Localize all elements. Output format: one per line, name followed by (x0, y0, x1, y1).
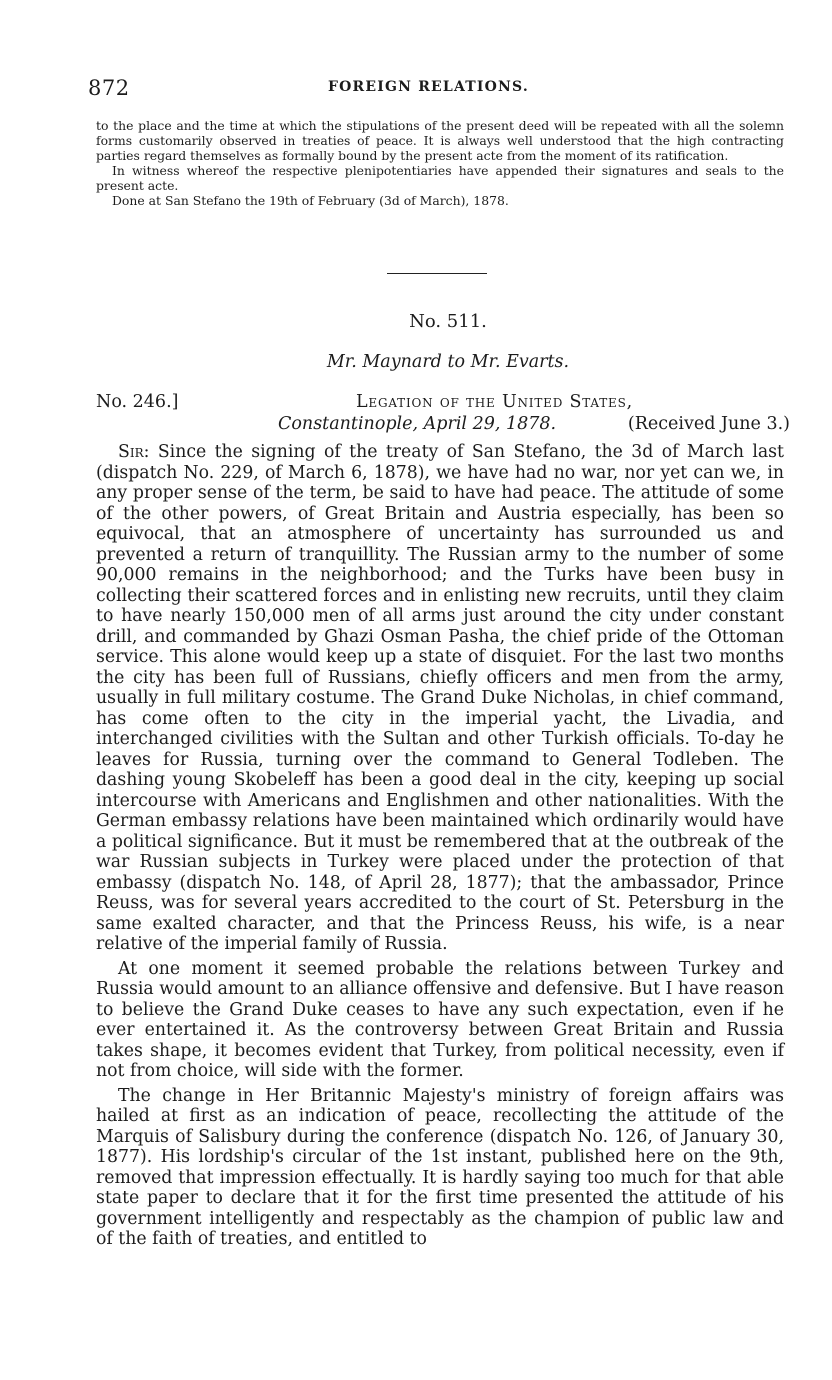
running-head (88, 76, 788, 102)
letter-body (96, 442, 784, 1254)
place-date: Constantinople, April 29, 1878. (278, 414, 557, 434)
body-paragraph-1 (96, 442, 784, 955)
running-title: FOREIGN RELATIONS. (328, 79, 529, 95)
document-heading (0, 352, 832, 372)
legation-line: Legation of the United States, (356, 392, 633, 412)
document-heading-text: Mr. Maynard to Mr. Evarts. (326, 352, 570, 372)
body-paragraph-3: The change in Her Britannic Majesty's ministry of foreign affairs was hailed at first as an indication of peace, recollecting the attitude of the Marquis of Salisbury during the conference (dispatch No. 126, of January 30, 1877). His lordship's circular of the 1st instant, published here on the 9th, removed that impression effectually. It is hardly saying too much for that able state paper to declare that it for the first time presented the attitude of his government intelligently and respectably as the champion of public law and of the faith of treaties, and entitled to (96, 1085, 784, 1249)
section-divider (387, 273, 487, 274)
body-paragraph-2: At one moment it seemed probable the relations between Turkey and Russia would amount to an alliance offensive and defensive. But I have reason to believe the Grand Duke ceases to have any such expectation, even if he ever entertained it. As the controversy between Great Britain and Russia takes shape, it becomes evident that Turkey, from political necessity, even if not from choice, will side with the former. (96, 958, 784, 1081)
body-paragraph-1-text: Since the signing of the treaty of San Stefano, the 3d of March last (dispatch No. 229, of March 6, 1878), we have had no war, nor yet can we, in any proper sense of the term, be said to have had peace. The attitude of some of the other powers, of Great Britain and Austria especially, has been so equivocal, that an atmosphere of uncertainty has surrounded us and prevented a return of tranquillity. The Russian army to the number of some 90,000 remains in the neighborhood; and the Turks have been busy in collecting their scattered forces and in enlisting new recruits, until they claim to have nearly 150,000 men of all arms just around the city under constant drill, and commanded by Ghazi Osman Pasha, the chief pride of the Ottoman service. This alone would keep up a state of disquiet. For the last two months the city has been full of Russians, chiefly officers and men from the army, usually in full military costume. The Grand Duke Nicholas, in chief command, has come often to the city in the imperial yacht, the Livadia, and interchanged civilities with the Sultan and other Turkish officials. To-day he leaves for Russia, turning over the command to General Todleben. The dashing young Skobeleff has been a good deal in the city, keeping up social intercourse with Americans and Englishmen and other nationalities. With the German embassy relations have been maintained which ordinarily would have a political significance. But it must be remembered that at the outbreak of the war Russian subjects in Turkey were placed under the protection of that embassy (dispatch No. 148, of April 28, 1877); that the ambassador, Prince Reuss, was for several years accredited to the court of St. Petersburg in the same exalted character, and that the Princess Reuss, his wife, is a near relative of the imperial family of Russia. (96, 442, 784, 954)
dispatch-number: No. 246.] (96, 392, 179, 412)
document-number (0, 311, 832, 332)
witness-paragraph: In witness whereof the respective plenipotentiaries have appended their signatures and seals to the present acte. (96, 163, 784, 194)
salutation: Sir: (118, 442, 150, 462)
dateline (278, 414, 790, 434)
preceding-treaty-text (96, 118, 784, 209)
treaty-paragraph: to the place and the time at which the stipulations of the present deed will be repeated with all the solemn forms customarily observed in treaties of peace. It is always well understood that the high contracting parties regard themselves as formally bound by the present acte from the moment of its ratification. (96, 118, 784, 164)
received-date: (Received June 3.) (627, 414, 790, 434)
document-number-text: No. 511. (409, 311, 487, 332)
page-number: 872 (88, 76, 130, 100)
done-at-paragraph: Done at San Stefano the 19th of February (3d of March), 1878. (112, 193, 509, 209)
